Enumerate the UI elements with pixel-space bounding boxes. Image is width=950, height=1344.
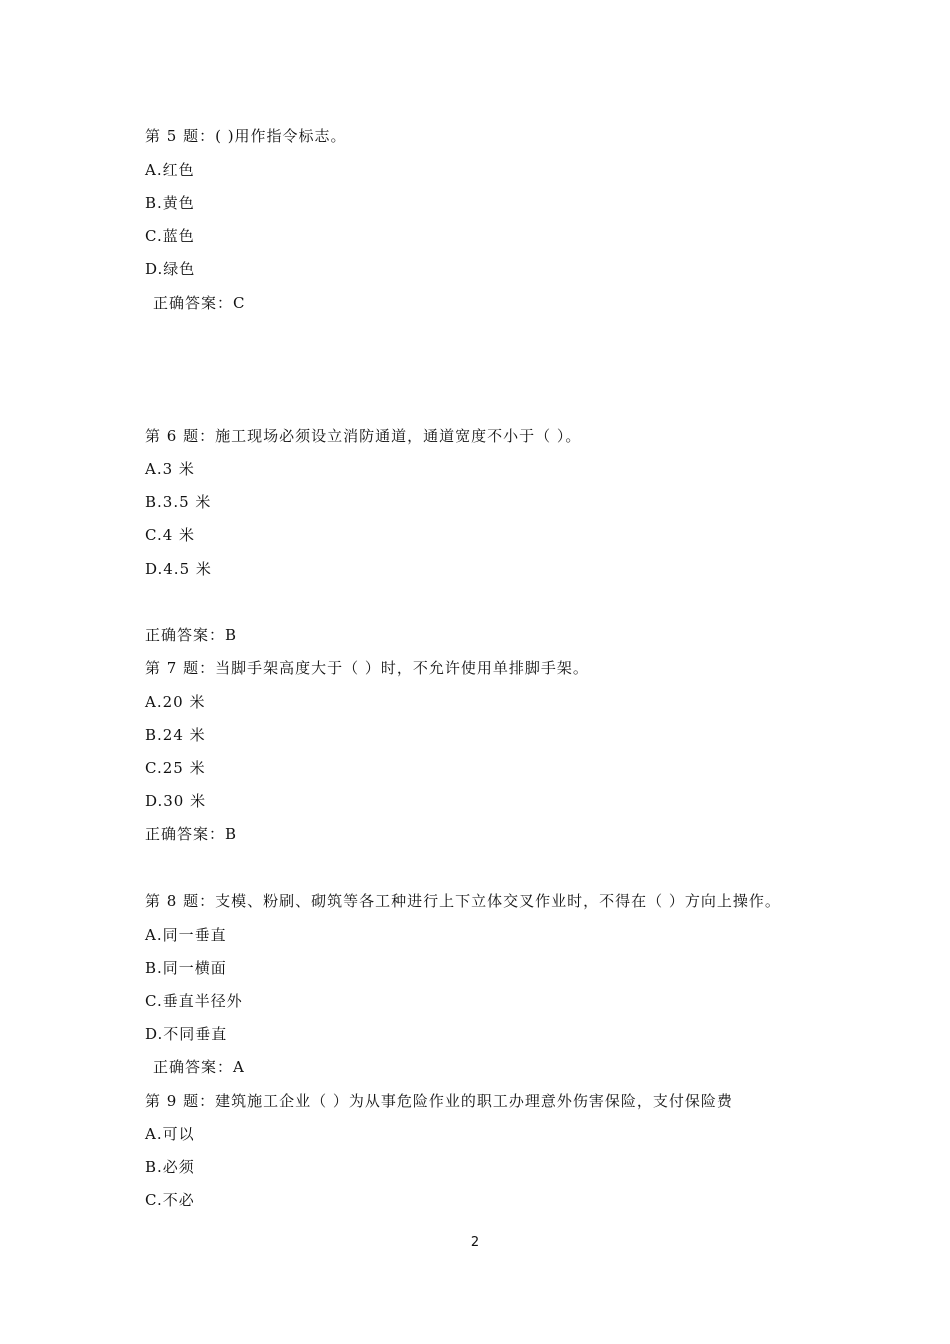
question-7-option-d: D.30 米 (145, 792, 207, 810)
question-5-option-a: A.红色 (145, 161, 195, 179)
question-7-answer: 正确答案：B (145, 825, 238, 843)
question-7-option-c: C.25 米 (145, 759, 206, 777)
question-5-text: 第 5 题：( )用作指令标志。 (145, 127, 347, 145)
page-number: 2 (470, 1235, 480, 1250)
question-8-option-d: D.不同垂直 (145, 1025, 228, 1043)
question-8-answer: 正确答案：A (153, 1058, 245, 1076)
question-6-option-d: D.4.5 米 (145, 560, 212, 578)
question-6-answer: 正确答案：B (145, 626, 238, 644)
question-8-option-b: B.同一横面 (145, 959, 227, 977)
question-5-option-c: C.蓝色 (145, 227, 195, 245)
question-6-option-c: C.4 米 (145, 526, 196, 544)
question-6-option-a: A.3 米 (145, 460, 195, 478)
question-9-option-b: B.必须 (145, 1158, 195, 1176)
question-5-option-b: B.黄色 (145, 194, 195, 212)
question-7-option-b: B.24 米 (145, 726, 206, 744)
question-5-option-d: D.绿色 (145, 260, 196, 278)
question-9-option-c: C.不必 (145, 1191, 195, 1209)
question-9-text: 第 9 题：建筑施工企业（ ）为从事危险作业的职工办理意外伤害保险，支付保险费 (145, 1092, 733, 1110)
question-9-option-a: A.可以 (145, 1125, 195, 1143)
question-8-option-c: C.垂直半径外 (145, 992, 243, 1010)
question-6-option-b: B.3.5 米 (145, 493, 212, 511)
question-6-text: 第 6 题：施工现场必须设立消防通道，通道宽度不小于（ ）。 (145, 427, 582, 445)
question-7-option-a: A.20 米 (145, 693, 206, 711)
question-8-option-a: A.同一垂直 (145, 926, 227, 944)
question-7-text: 第 7 题：当脚手架高度大于（ ）时，不允许使用单排脚手架。 (145, 659, 589, 677)
question-8-text: 第 8 题：支模、粉刷、砌筑等各工种进行上下立体交叉作业时，不得在（ ）方向上操作。 (145, 892, 781, 910)
question-5-answer: 正确答案：C (153, 294, 246, 312)
